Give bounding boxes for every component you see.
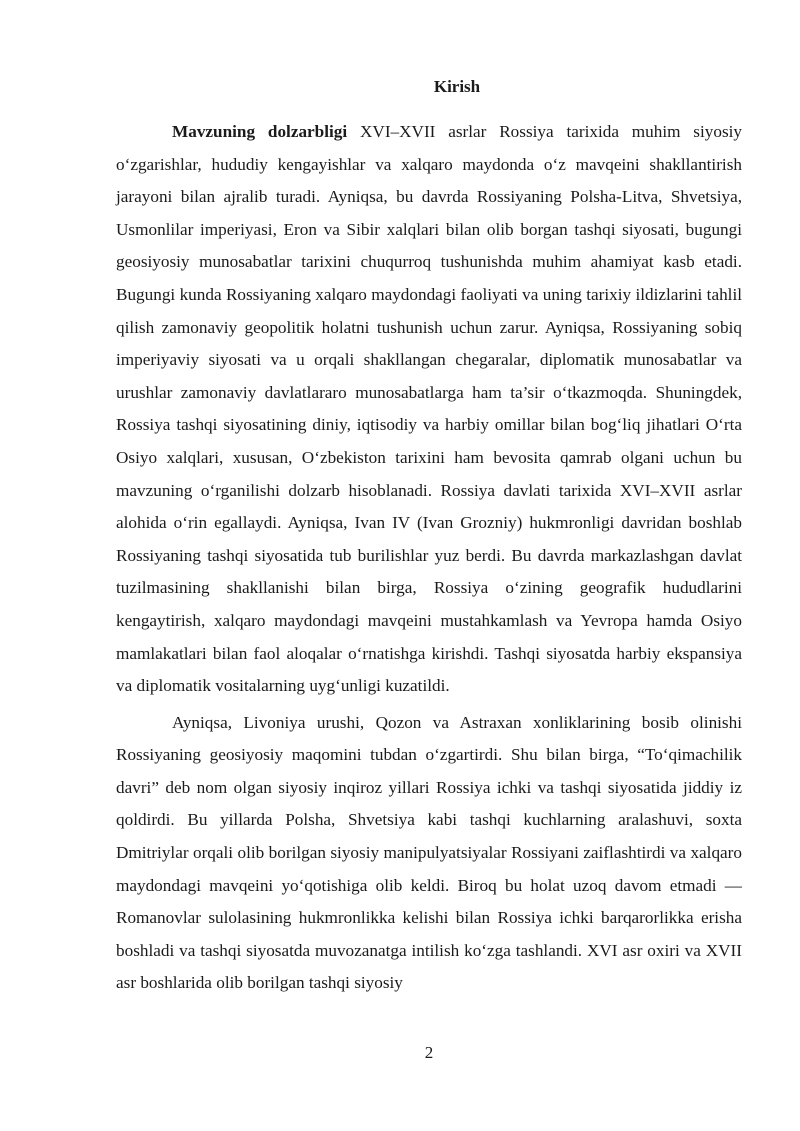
page-number: 2 [424, 1043, 434, 1062]
page-title: Kirish [433, 77, 481, 96]
paragraph-2: Ayniqsa, Livoniya urushi, Qozon va Astraxan xonliklarining bosib olinishi Rossiyaning geosiyosiy maqomini tubdan o‘zgartirdi. Shu bilan birga, “To‘qimachilik davri” deb nom olgan siyosiy inqiroz yillari Rossiya ichki va tashqi siyosatida jiddiy iz qoldirdi. Bu yillarda Polsha, Shvetsiya kabi tashqi kuchlarning aralashuvi, soxta Dmitriylar orqali olib borilgan siyosiy manipulyatsiyalar Rossiyani zaiflashtirdi va xalqaro maydondagi mavqeini yo‘qotishiga olib keldi. Biroq bu holat uzoq davom etmadi — Romanovlar sulolasining hukmronlikka kelishi bilan Rossiya ichki barqarorlikka erisha boshladi va tashqi siyosatda muvozanatga intilish ko‘zga tashlandi. XVI asr oxiri va XVII asr boshlarida olib borilgan tashqi siyosiy [116, 712, 742, 993]
paragraph-1-lead: Mavzuning dolzarbligi [172, 122, 348, 141]
paragraph-1-text: XVI–XVII asrlar Rossiya tarixida muhim siyosiy o‘zgarishlar, hududiy kengayishlar va xalqaro maydonda o‘z mavqeini shakllantirish jarayoni bilan ajralib turadi. Ayniqsa, bu davrda Rossiyaning Polsha-Litva, Shvetsiya, Usmonlilar imperiyasi, Eron va Sibir xalqlari bilan olib borgan tashqi siyosati, bugungi geosiyosiy munosabatlar tarixini chuqurroq tushunishda muhim ahamiyat kasb etadi. Bugungi kunda Rossiyaning xalqaro maydondagi faoliyati va uning tarixiy ildizlarini tahlil qilish zamonaviy geopolitik holatni tushunish uchun zarur. Ayniqsa, Rossiyaning sobiq imperiyaviy siyosati va u orqali shakllangan chegaralar, diplomatik munosabatlar va urushlar zamonaviy davlatlararo munosabatlarga ham ta’sir o‘tkazmoqda. Shuningdek, Rossiya tashqi siyosatining diniy, iqtisodiy va harbiy omillar bilan bog‘liq jihatlari O‘rta Osiyo xalqlari, xususan, O‘zbekiston tarixini ham bevosita qamrab olgani uchun bu mavzuning o‘rganilishi dolzarb hisoblanadi. Rossiya davlati tarixida XVI–XVII asrlar alohida o‘rin egallaydi. Ayniqsa, Ivan IV (Ivan Grozniy) hukmronligi davridan boshlab Rossiyaning tashqi siyosatida tub burilishlar yuz berdi. Bu davrda markazlashgan davlat tuzilmasining shakllanishi bilan birga, Rossiya o‘zining geografik hududlarini kengaytirish, xalqaro maydondagi mavqeini mustahkamlash va Yevropa hamda Osiyo mamlakatlari bilan faol aloqalar o‘rnatishga kirishdi. Tashqi siyosatda harbiy ekspansiya va diplomatik vositalarning uyg‘unligi kuzatildi. [116, 122, 743, 696]
paragraph-1 [116, 116, 742, 703]
document-body [116, 116, 742, 1000]
